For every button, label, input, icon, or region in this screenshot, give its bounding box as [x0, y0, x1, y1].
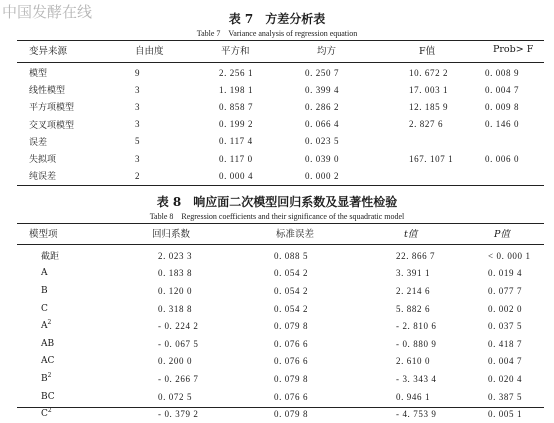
- header-ss: 平方和: [221, 45, 250, 57]
- table7-bottom-rule: [17, 185, 544, 186]
- table7-cell: 线性模型: [29, 86, 66, 97]
- table-row: [17, 150, 544, 167]
- table8-cell-coef: 0. 318 8: [158, 303, 193, 314]
- table-row: [17, 300, 544, 318]
- table7-cell: 2. 256 1: [219, 67, 254, 78]
- table-row: [17, 265, 544, 283]
- table7-cell: 5: [135, 136, 141, 147]
- table8-cell-t: - 3. 343 4: [396, 373, 437, 384]
- table7-cell: [463, 167, 544, 184]
- table7-cell: 3: [135, 101, 141, 112]
- term-cell: [17, 265, 140, 283]
- table7-cell: 误差: [29, 137, 48, 148]
- table8-header-row: [17, 224, 544, 242]
- table7-cell: 3: [135, 84, 141, 95]
- table7-cell: 17. 003 1: [409, 84, 449, 95]
- table8-title-en: Table 8 Regression coefficients and their significance of the squadratic model: [149, 212, 405, 221]
- table8-cell-p: 0. 387 5: [488, 391, 523, 402]
- term-cell: [17, 370, 140, 388]
- table8-cell-p: 0. 037 5: [488, 321, 523, 332]
- table8-cell-coef: 0. 200 0: [158, 356, 193, 367]
- term-label: A: [41, 268, 48, 279]
- table8-cell-p: 0. 004 7: [488, 356, 523, 367]
- table-row: [17, 116, 544, 133]
- term-cell: [17, 388, 140, 406]
- table8-cell-se: 0. 079 8: [274, 321, 309, 332]
- table7-cell: 0. 117 0: [219, 153, 253, 164]
- table7-cell: 1. 198 1: [219, 84, 254, 95]
- header-p: P值: [494, 228, 510, 240]
- table7-cell: 0. 199 2: [219, 119, 254, 130]
- table7-cell: 2: [135, 170, 141, 181]
- table8-cell-p: 0. 020 4: [488, 373, 523, 384]
- table-row: [17, 81, 544, 98]
- table7-cell: 3: [135, 119, 141, 130]
- table8-cell-p: 0. 418 7: [488, 338, 523, 349]
- table8-cell-se: 0. 079 8: [274, 373, 309, 384]
- term-label: B: [41, 285, 48, 296]
- term-label: 截距: [41, 252, 60, 263]
- table8-body: [17, 247, 544, 423]
- table7-cell: 模型: [29, 69, 48, 80]
- term-exponent: 2: [47, 407, 52, 415]
- header-df: 自由度: [135, 45, 164, 57]
- table7-title-en: Table 7 Variance analysis of regression equation: [196, 29, 358, 38]
- table-row: [17, 167, 544, 184]
- table8-cell-coef: 2. 023 3: [158, 250, 193, 261]
- table8-cell-t: 0. 946 1: [396, 391, 431, 402]
- table7-header-row: [17, 41, 544, 59]
- table7-cell: 交叉项模型: [29, 120, 75, 131]
- table8-cell-coef: 0. 120 0: [158, 285, 193, 296]
- table8-cell-t: - 2. 810 6: [396, 321, 437, 332]
- table7-cell: 失拟项: [29, 155, 57, 166]
- table8-cell-se: 0. 054 2: [274, 285, 309, 296]
- table8-cell-coef: - 0. 224 2: [158, 321, 199, 332]
- table8-cell-p: 0. 005 1: [488, 409, 523, 420]
- term-label: C: [41, 303, 48, 314]
- table7-cell: 0. 023 5: [305, 136, 340, 147]
- table7-cell: 0. 146 0: [485, 119, 520, 130]
- table-row: [17, 133, 544, 150]
- table8-cell-se: 0. 079 8: [274, 409, 309, 420]
- term-cell: [17, 317, 140, 335]
- table-row: [17, 335, 544, 353]
- table8-cell-p: 0. 002 0: [488, 303, 523, 314]
- term-exponent: 2: [47, 319, 52, 327]
- table8-header: [17, 224, 544, 242]
- table-row: [17, 98, 544, 115]
- table7-cell: 0. 858 7: [219, 101, 254, 112]
- table-row: [17, 282, 544, 300]
- table-row: [17, 353, 544, 371]
- table7-body: [17, 64, 544, 184]
- table8-bottom-rule: [17, 407, 544, 408]
- table8-cell-se: 0. 054 2: [274, 303, 309, 314]
- term-cell: [17, 247, 140, 265]
- watermark: 中国发酵在线: [2, 3, 93, 21]
- term-label: C: [41, 409, 48, 420]
- table7-cell: 0. 066 4: [305, 119, 340, 130]
- table-row: [17, 370, 544, 388]
- table7-cell: [373, 167, 463, 184]
- table7-cell: 纯误差: [29, 172, 57, 183]
- term-label: B: [41, 373, 48, 384]
- table8-cell-t: 22. 866 7: [396, 250, 436, 261]
- table7-cell: 0. 286 2: [305, 101, 340, 112]
- table7-cell: 0. 008 9: [485, 67, 520, 78]
- table8-cell-coef: - 0. 067 5: [158, 338, 199, 349]
- table8-cell-coef: - 0. 266 7: [158, 373, 199, 384]
- table7-cell: 10. 672 2: [409, 67, 449, 78]
- table8-title-cn: 表 8 响应面二次模型回归系数及显著性检验: [156, 195, 398, 209]
- table7-cell: 0. 000 4: [219, 170, 254, 181]
- table7-cell: 平方项模型: [29, 103, 75, 114]
- table8-cell-se: 0. 054 2: [274, 268, 309, 279]
- term-label: BC: [41, 391, 55, 402]
- table7-cell: 167. 107 1: [409, 153, 454, 164]
- table7-cell: 0. 250 7: [305, 67, 340, 78]
- table7-cell: 3: [135, 153, 141, 164]
- table7-cell: 0. 006 0: [485, 153, 520, 164]
- header-t: t值: [404, 228, 418, 240]
- table8-cell-se: 0. 088 5: [274, 250, 309, 261]
- table7-cell: [373, 133, 463, 150]
- table7-cell: 0. 399 4: [305, 84, 340, 95]
- table8-cell-coef: - 0. 379 2: [158, 409, 199, 420]
- table8-cell-se: 0. 076 6: [274, 356, 309, 367]
- table8-cell-p: 0. 077 7: [488, 285, 523, 296]
- header-ms: 均方: [317, 45, 337, 57]
- table7-header: [17, 41, 544, 59]
- table8-cell-p: < 0. 000 1: [488, 250, 531, 261]
- table7-cell: [463, 133, 544, 150]
- header-se: 标准误差: [276, 228, 315, 240]
- table7-header-rule: [17, 62, 544, 63]
- header-coef: 回归系数: [152, 228, 191, 240]
- term-label: AB: [41, 338, 55, 349]
- term-cell: [17, 300, 140, 318]
- table-row: [17, 247, 544, 265]
- table8-cell-t: - 0. 880 9: [396, 338, 437, 349]
- table8-header-rule: [17, 244, 544, 245]
- table8-cell-t: 5. 882 6: [396, 303, 431, 314]
- header-source: 变异来源: [29, 45, 68, 57]
- table7-cell: 0. 039 0: [305, 153, 340, 164]
- table7-cell: 12. 185 9: [409, 101, 449, 112]
- table8-cell-coef: 0. 072 5: [158, 391, 193, 402]
- table7-title-cn: 表 7 方差分析表: [228, 12, 326, 26]
- table7-cell: 2. 827 6: [409, 119, 444, 130]
- term-cell: [17, 282, 140, 300]
- term-label: AC: [41, 356, 55, 367]
- table8-cell-t: 2. 214 6: [396, 285, 431, 296]
- term-cell: [17, 353, 140, 371]
- table-row: [17, 388, 544, 406]
- table8-cell-se: 0. 076 6: [274, 338, 309, 349]
- table7-cell: 0. 000 2: [305, 170, 340, 181]
- term-exponent: 2: [47, 371, 52, 379]
- table7-cell: 0. 004 7: [485, 84, 520, 95]
- table7-cell: 9: [135, 67, 141, 78]
- term-label: A: [41, 321, 48, 332]
- table7-cell: 0. 117 4: [219, 136, 253, 147]
- table-row: [17, 64, 544, 81]
- table8-cell-t: 3. 391 1: [396, 268, 431, 279]
- table8-cell-t: - 4. 753 9: [396, 409, 437, 420]
- table7-cell: 0. 009 8: [485, 101, 520, 112]
- table8-cell-se: 0. 076 6: [274, 391, 309, 402]
- table8-cell-t: 2. 610 0: [396, 356, 431, 367]
- table8-cell-coef: 0. 183 8: [158, 268, 193, 279]
- header-term: 模型项: [29, 228, 58, 240]
- header-prob: Prob> F: [493, 44, 534, 56]
- term-cell: [17, 335, 140, 353]
- header-f: F值: [419, 45, 436, 57]
- table-row: [17, 317, 544, 335]
- table8-cell-p: 0. 019 4: [488, 268, 523, 279]
